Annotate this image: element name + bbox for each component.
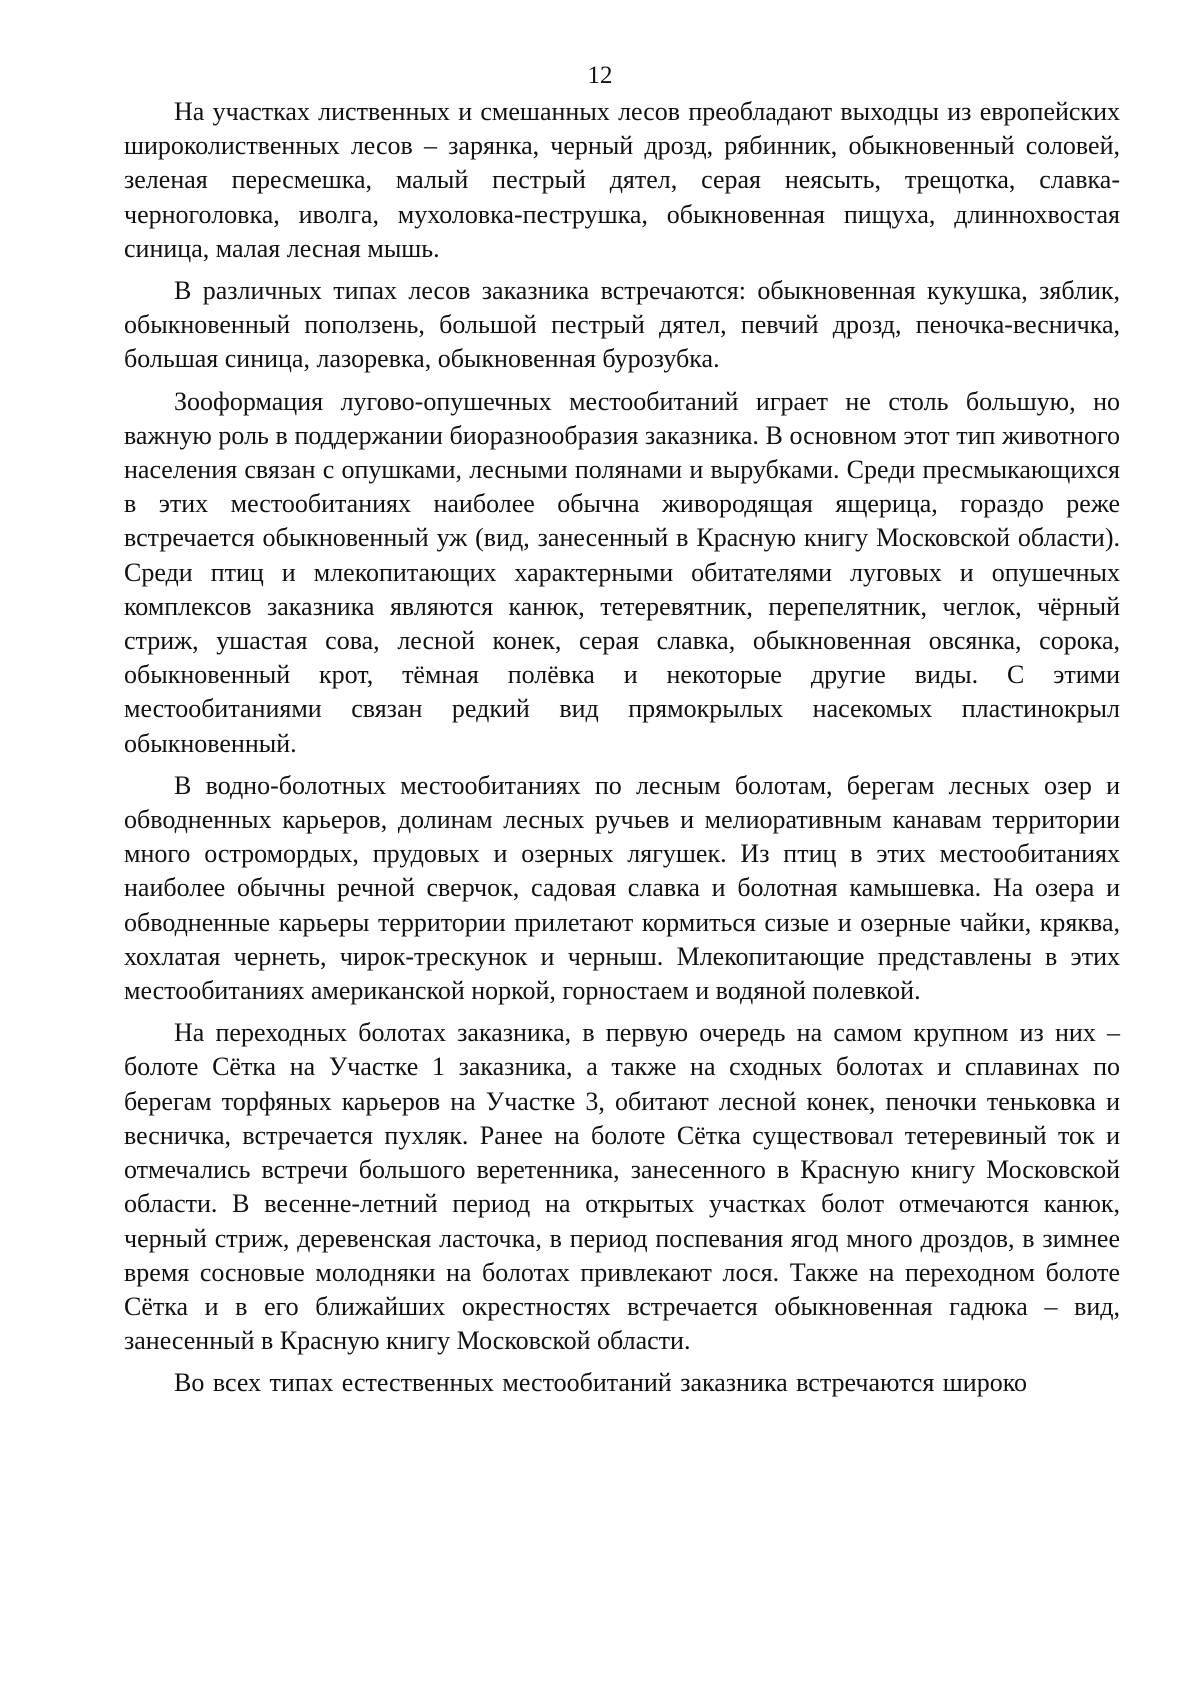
paragraph-deciduous-forests: На участках лиственных и смешанных лесов преобладают выходцы из европейских широколиственных лесов – зарянка, черный дрозд, рябинник, обыкновенный соловей, зеленая пересмешка, малый пестрый дятел, серая неясыть, трещотка, славка-черноголовка, иволга, мухоловка-пеструшка, обыкновенная пищуха, длиннохвостая синица, малая лесная мышь. bbox=[124, 97, 1120, 263]
document-body bbox=[124, 95, 1120, 1401]
paragraph-transitional-bogs: На переходных болотах заказника, в первую очередь на самом крупном из них – болоте Сётка на Участке 1 заказника, а также на сходных болотах и сплавинах по берегам торфяных карьеров на Участке 3, обитают лесной конек, пеночки теньковка и весничка, встречается пухляк. Ранее на болоте Сётка существовал тетеревиный ток и отмечались встречи большого веретенника, занесенного в Красную книгу Московской области. В весенне-летний период на открытых участках болот отмечаются канюк, черный стриж, деревенская ласточка, в период поспевания ягод много дроздов, в зимнее время сосновые молодняки на болотах привлекают лося. Также на переходном болоте Сётка и в его ближайших окрестностях встречается обыкновенная гадюка – вид, занесенный в Красную книгу Московской области. bbox=[124, 1018, 1120, 1356]
page-number: 12 bbox=[587, 62, 613, 89]
paragraph-continued-line: Во всех типах естественных местообитаний заказника встречаются широко bbox=[174, 1368, 1028, 1398]
paragraph-wetland-habitats: В водно-болотных местообитаниях по лесным болотам, берегам лесных озер и обводненных карьеров, долинам лесных ручьев и мелиоративным канавам территории много остромордых, прудовых и озерных лягушек. Из птиц в этих местообитаниях наиболее обычны речной сверчок, садовая славка и болотная камышевка. На озера и обводненные карьеры территории прилетают кормиться сизые и озерные чайки, кряква, хохлатая чернеть, чирок-трескунок и черныш. Млекопитающие представлены в этих местообитаниях американской норкой, горностаем и водяной полевкой. bbox=[124, 770, 1120, 1006]
paragraph-forest-types: В различных типах лесов заказника встречаются: обыкновенная кукушка, зяблик, обыкновенный поползень, большой пестрый дятел, певчий дрозд, пеночка-весничка, большая синица, лазоревка, обыкновенная бурозубка. bbox=[124, 276, 1120, 374]
paragraph-meadow-edge-habitats: Зоoформация лугово-опушечных местообитаний играет не столь большую, но важную роль в поддержании биоразнообразия заказника. В основном этот тип животного населения связан с опушками, лесными полянами и вырубками. Среди пресмыкающихся в этих местообитаниях наиболее обычна живородящая ящерица, гораздо реже встречается обыкновенный уж (вид, занесенный в Красную книгу Московской области). Среди птиц и млекопитающих характерными обитателями луговых и опушечных комплексов заказника являются канюк, тетеревятник, перепелятник, чеглок, чёрный стриж, ушастая сова, лесной конек, серая славка, обыкновенная овсянка, сорока, обыкновенный крот, тёмная полёвка и некоторые другие виды. С этими местообитаниями связан редкий вид прямокрылых насекомых пластинокрыл обыкновенный. bbox=[124, 386, 1120, 758]
